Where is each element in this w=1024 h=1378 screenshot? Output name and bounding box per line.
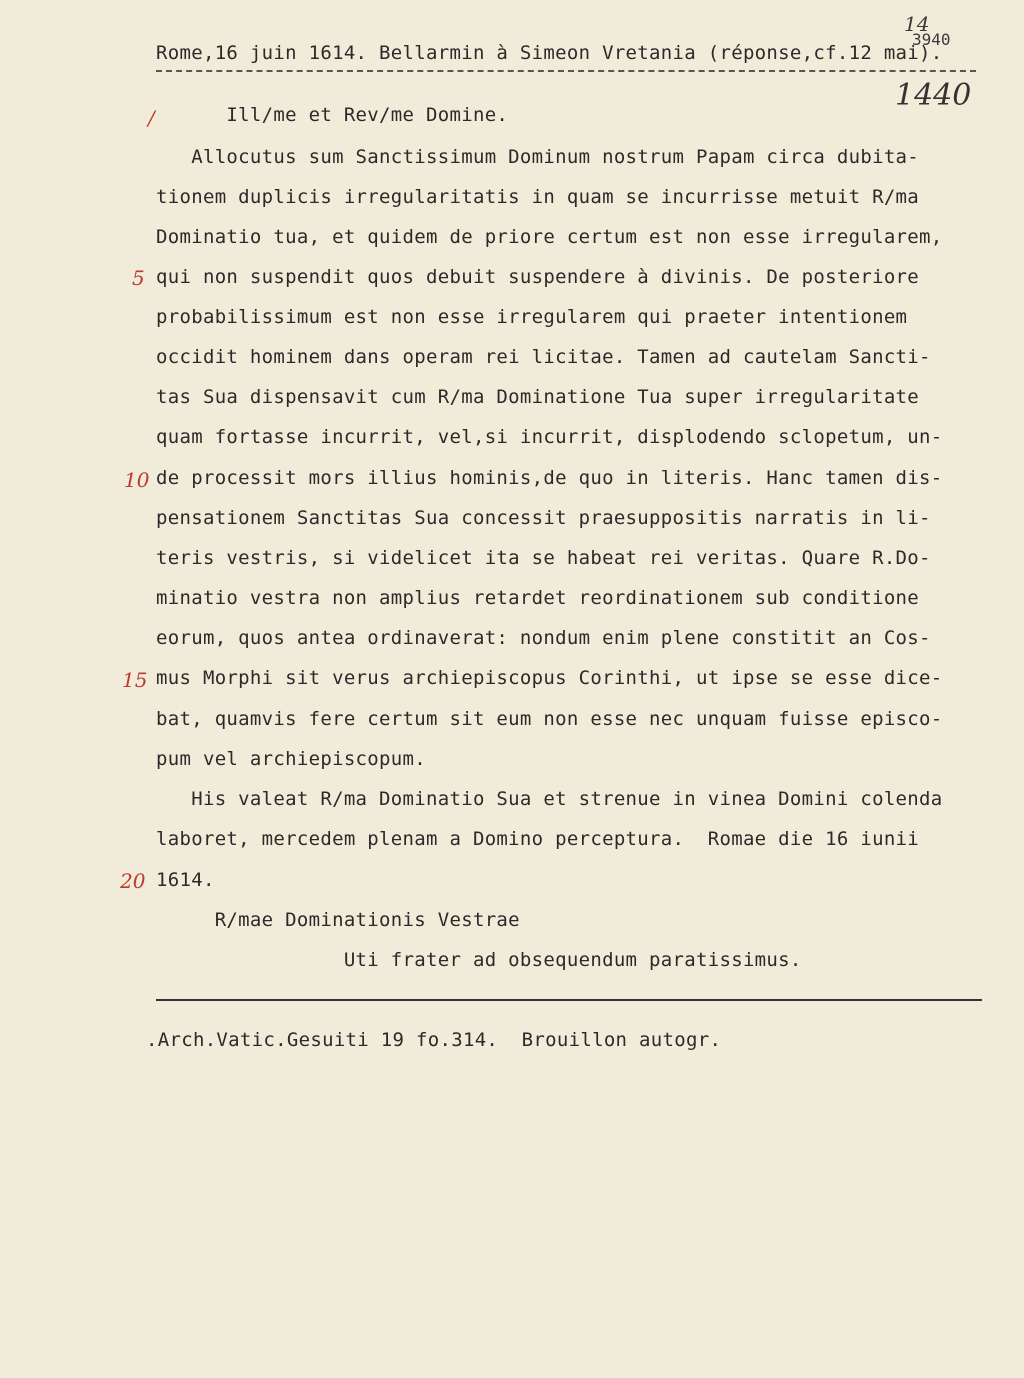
- letter-line: teris vestris, si videlicet ita se habeat rei veritas. Quare R.Do-: [156, 547, 931, 569]
- document-number: 3940: [912, 30, 951, 49]
- archive-source: .Arch.Vatic.Gesuiti 19 fo.314. Brouillon autogr.: [146, 1029, 722, 1051]
- letter-salutation: Ill/me et Rev/me Domine.: [156, 104, 509, 126]
- letter-line: eorum, quos antea ordinaverat: nondum enim plene constitit an Cos-: [156, 627, 931, 649]
- letter-signature: Uti frater ad obsequendum paratissimus.: [156, 949, 802, 971]
- letter-line: tas Sua dispensavit cum R/ma Dominatione Tua super irregularitate: [156, 386, 920, 408]
- letter-line: mus Morphi sit verus archiepiscopus Corinthi, ut ipse se esse dice-: [156, 667, 943, 689]
- margin-mark-1: /: [148, 106, 155, 130]
- letter-line: laboret, mercedem plenam a Domino perceptura. Romae die 16 iunii: [156, 828, 920, 850]
- letter-closing: R/mae Dominationis Vestrae: [156, 909, 520, 931]
- letter-line: 1614.: [156, 869, 215, 891]
- letter-line: de processit mors illius hominis,de quo in literis. Hanc tamen dis-: [156, 467, 943, 489]
- letter-line: quam fortasse incurrit, vel,si incurrit, displodendo sclopetum, un-: [156, 426, 943, 448]
- letter-line: minatio vestra non amplius retardet reordinationem sub conditione: [156, 587, 920, 609]
- letter-line: occidit hominem dans operam rei licitae. Tamen ad cautelam Sancti-: [156, 346, 931, 368]
- letter-line: probabilissimum est non esse irregularem qui praeter intentionem: [156, 306, 908, 328]
- letter-line: His valeat R/ma Dominatio Sua et strenue in vinea Domini colenda: [156, 788, 943, 810]
- footer-rule: [156, 999, 982, 1001]
- letter-line: pum vel archiepiscopum.: [156, 748, 426, 770]
- margin-mark-10: 10: [124, 468, 150, 492]
- pencil-annotation-top: 14: [904, 12, 930, 36]
- letter-line: pensationem Sanctitas Sua concessit praesuppositis narratis in li-: [156, 507, 931, 529]
- margin-mark-20: 20: [120, 869, 146, 893]
- document-header: Rome,16 juin 1614. Bellarmin à Simeon Vretania (réponse,cf.12 mai).: [156, 42, 943, 64]
- header-dashed-rule: [156, 70, 976, 72]
- letter-line: qui non suspendit quos debuit suspendere à divinis. De posteriore: [156, 266, 920, 288]
- handwritten-number: 1440: [895, 78, 972, 113]
- letter-line: tionem duplicis irregularitatis in quam se incurrisse metuit R/ma: [156, 186, 920, 208]
- margin-mark-15: 15: [122, 668, 148, 692]
- letter-line: Dominatio tua, et quidem de priore certum est non esse irregularem,: [156, 226, 943, 248]
- letter-line: Allocutus sum Sanctissimum Dominum nostrum Papam circa dubita-: [156, 146, 920, 168]
- letter-line: bat, quamvis fere certum sit eum non esse nec unquam fuisse episco-: [156, 708, 943, 730]
- margin-mark-5: 5: [132, 266, 145, 290]
